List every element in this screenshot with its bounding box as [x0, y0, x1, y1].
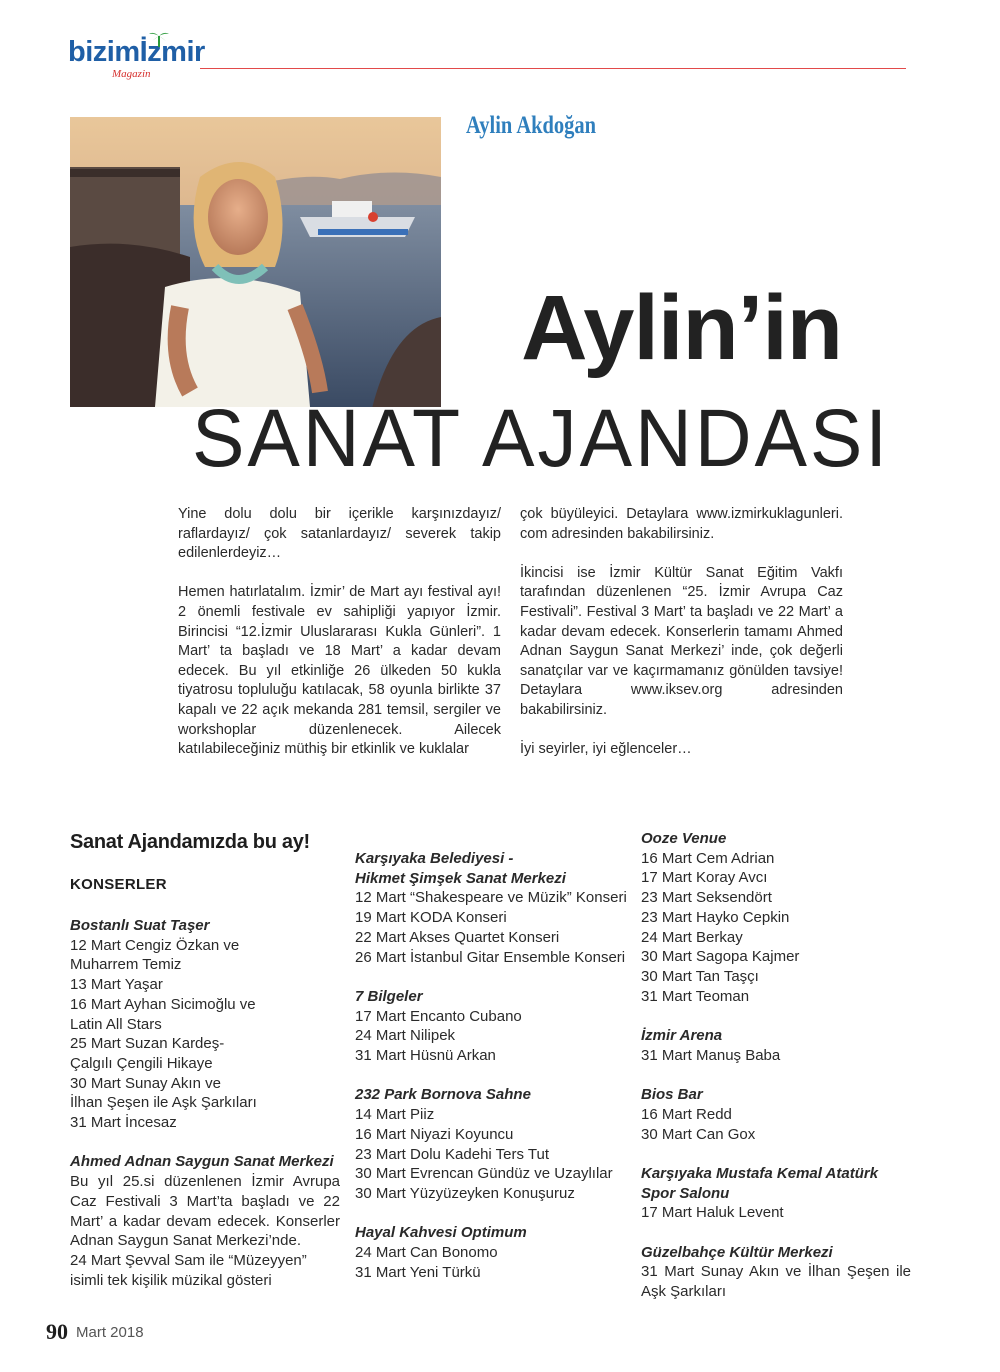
event-line: 23 Mart Dolu Kadehi Ters Tut [355, 1145, 549, 1163]
event-line: 31 Mart Teoman [641, 987, 750, 1005]
venue-block [641, 1243, 911, 1302]
event-line: Muharrem Temiz [70, 956, 182, 974]
venue-block [355, 1085, 630, 1203]
venue-block [641, 829, 911, 1006]
event-line: 24 Mart Nilipek [355, 1027, 456, 1045]
venue-name: Karşıyaka Belediyesi - [355, 850, 514, 867]
event-line: Latin All Stars [70, 1015, 162, 1033]
venue-name: 232 Park Bornova Sahne [355, 1086, 531, 1104]
venue-name: Güzelbahçe Kültür Merkezi [641, 1243, 833, 1261]
author-name: Aylin Akdoğan [466, 112, 597, 139]
intro-paragraph: çok büyüleyici. Detaylara www.izmirkuklagunleri. com adresinden bakabilirsiniz. [520, 506, 843, 542]
venue-block [355, 987, 630, 1066]
event-line: 30 Mart Can Gox [641, 1125, 756, 1143]
agenda-heading: Sanat Ajandamızda bu ay! [70, 831, 310, 853]
event-line: 25 Mart Suzan Kardeş- [70, 1035, 225, 1053]
event-line: 17 Mart Encanto Cubano [355, 1007, 522, 1025]
event-line: 24 Mart Berkay [641, 928, 743, 946]
event-line: 31 Mart Yeni Türkü [355, 1263, 481, 1281]
venue-name: Karşıyaka Mustafa Kemal Atatürk [641, 1164, 879, 1182]
venue-name: Ooze Venue [641, 830, 727, 847]
event-line: 31 Mart Hüsnü Arkan [355, 1047, 496, 1065]
intro-paragraph: Hemen hatırlatalım. İzmir’ de Mart ayı festival ayı! 2 önemli festivale ev sahipliği yapıyor İzmir. Birincisi “12.İzmir Uluslararası Kukla Günleri”. 1 Mart’ ta başladı ve 18 Mart’ a kadar devam edecek. Bu yıl etkinliğe 26 ülkeden 50 kukla tiyatrosu topluluğu katılacak, 58 oyunla birlikte 37 kapalı ve 22 açık mekanda 281 temsil, sergiler ve workshoplar düzenlenecek. Ailecek katılabileceğiniz müthiş bir etkinlik ve kuklalar [178, 584, 501, 758]
venue-name: 7 Bilgeler [355, 987, 423, 1005]
event-line: 23 Mart Hayko Cepkin [641, 908, 790, 926]
venue-block [641, 1026, 911, 1065]
venue-name: Spor Salonu [641, 1184, 730, 1202]
event-line: 22 Mart Akses Quartet Konseri [355, 928, 560, 946]
event-line: 30 Mart Tan Taşçı [641, 967, 759, 985]
event-line: 17 Mart Koray Avcı [641, 869, 768, 887]
agenda-section-title: KONSERLER [70, 876, 167, 893]
event-line: 16 Mart Ayhan Sicimoğlu ve [70, 995, 256, 1013]
intro-column-right [520, 505, 843, 760]
event-line: 31 Mart İncesaz [70, 1114, 177, 1132]
event-line: 12 Mart “Shakespeare ve Müzik” Konseri [355, 889, 627, 907]
venue-name: Ahmed Adnan Saygun Sanat Merkezi [70, 1153, 334, 1171]
event-line: 30 Mart Sunay Akın ve [70, 1074, 221, 1092]
event-line: 26 Mart İstanbul Gitar Ensemble Konseri [355, 948, 626, 966]
venue-name: Bostanlı Suat Taşer [70, 917, 210, 934]
logo-wordmark: bizimİzmir [68, 36, 205, 68]
intro-column-left [178, 505, 501, 760]
magazine-logo [68, 36, 208, 80]
event-line: 16 Mart Redd [641, 1105, 732, 1123]
event-line: 12 Mart Cengiz Özkan ve [70, 936, 240, 954]
issue-date: Mart 2018 [76, 1324, 144, 1341]
event-line: 30 Mart Evrencan Gündüz ve Uzaylılar [355, 1165, 613, 1183]
event-line: 13 Mart Yaşar [70, 976, 163, 994]
intro-paragraph: İyi seyirler, iyi eğlenceler… [520, 741, 692, 758]
agenda-column-1 [70, 916, 340, 1310]
venue-name: Bios Bar [641, 1086, 703, 1104]
intro-paragraph: İkincisi ise İzmir Kültür Sanat Eğitim Vakfı tarafından düzenlenen “25. İzmir Avrupa Caz Festivali”. Festival 3 Mart’ ta başladı ve 22 Mart’ a kadar devam edecek. Konserlerin tamamı Ahmed Adnan Saygun Sanat Merkezi’ inde, çok değerli sanatçılar var ve kaçırmamanız gönülden tavsiye! Detaylara www.iksev.org adresinden bakabilirsiniz. [520, 564, 843, 718]
venue-block [355, 1223, 630, 1282]
event-line: 19 Mart KODA Konseri [355, 909, 507, 927]
event-line: 16 Mart Niyazi Koyuncu [355, 1125, 514, 1143]
venue-block [641, 1164, 911, 1223]
event-line: 14 Mart Piiz [355, 1106, 435, 1124]
event-line: Çalgılı Çengili Hikaye [70, 1054, 213, 1072]
page-number: 90 [46, 1319, 68, 1344]
agenda-column-2 [355, 849, 630, 1302]
event-line: 24 Mart Şevval Sam ile “Müzeyyen” [70, 1251, 307, 1269]
author-photo [70, 117, 441, 407]
event-line: 16 Mart Cem Adrian [641, 849, 775, 867]
venue-block [355, 849, 630, 967]
event-line: 24 Mart Can Bonomo [355, 1244, 498, 1262]
venue-name: İzmir Arena [641, 1027, 723, 1045]
event-line: 31 Mart Sunay Akın ve İlhan Şeşen ile Aşk Şarkıları [641, 1263, 911, 1301]
event-line: İlhan Şeşen ile Aşk Şarkıları [70, 1094, 257, 1112]
intro-paragraph: Yine dolu dolu bir içerikle karşınızdayız/ raflardayız/ çok satanlardayız/ severek takip edilenlerdeyiz… [178, 506, 501, 562]
event-line: 31 Mart Manuş Baba [641, 1046, 781, 1064]
venue-name: Hayal Kahvesi Optimum [355, 1224, 527, 1242]
article-subtitle: SANAT AJANDASI [192, 393, 890, 484]
venue-block [641, 1085, 911, 1144]
event-line: 30 Mart Sagopa Kajmer [641, 948, 800, 966]
venue-name: Hikmet Şimşek Sanat Merkezi [355, 869, 566, 887]
event-line: 30 Mart Yüzyüzeyken Konuşuruz [355, 1184, 575, 1202]
event-line: isimli tek kişilik müzikal gösteri [70, 1271, 272, 1289]
venue-block [70, 916, 340, 1133]
venue-description: Bu yıl 25.si düzenlenen İzmir Avrupa Caz Festivali 3 Mart’ta başladı ve 22 Mart’ a kadar devam edecek. Konserler Adnan Saygun Sanat Merkezi’nde. [70, 1173, 340, 1250]
article-title: Aylin’in [521, 277, 842, 379]
agenda-column-3 [641, 829, 911, 1322]
event-line: 23 Mart Seksendört [641, 889, 772, 907]
logo-subtitle: Magazin [112, 68, 151, 80]
event-line: 17 Mart Haluk Levent [641, 1204, 784, 1222]
palm-tree-icon [148, 30, 170, 48]
venue-block [70, 1152, 340, 1290]
header-rule [200, 68, 906, 69]
